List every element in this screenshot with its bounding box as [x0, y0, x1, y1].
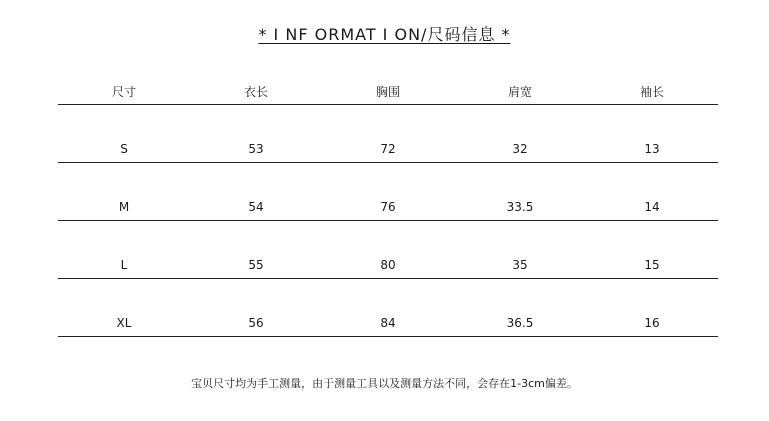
- cell-length: 55: [248, 258, 264, 272]
- cell-size: S: [120, 142, 128, 156]
- header-sleeve: 袖长: [639, 85, 664, 99]
- cell-sleeve: 15: [644, 258, 660, 272]
- cell-chest: 84: [380, 316, 396, 330]
- page-title-text: * I NF ORMAT I ON/尺码信息 *: [258, 25, 511, 44]
- cell-shoulder: 32: [512, 142, 528, 156]
- header-size: 尺寸: [111, 85, 136, 99]
- size-table: [58, 78, 718, 337]
- cell-length: 54: [248, 200, 264, 214]
- cell-chest: 80: [380, 258, 396, 272]
- cell-chest: 76: [380, 200, 396, 214]
- cell-length: 56: [248, 316, 264, 330]
- cell-size: L: [120, 258, 128, 272]
- cell-size: M: [118, 200, 130, 214]
- cell-shoulder: 35: [512, 258, 528, 272]
- cell-shoulder: 33.5: [506, 200, 534, 214]
- cell-chest: 72: [380, 142, 396, 156]
- header-length: 衣长: [243, 85, 268, 99]
- cell-sleeve: 16: [644, 316, 660, 330]
- table-header-row: [58, 78, 718, 105]
- header-shoulder: 肩宽: [507, 85, 532, 99]
- cell-length: 53: [248, 142, 264, 156]
- cell-shoulder: 36.5: [506, 316, 534, 330]
- table-row: [58, 105, 718, 163]
- table-row: [58, 163, 718, 221]
- page-title: [0, 22, 769, 45]
- cell-size: XL: [116, 316, 132, 330]
- measurement-note: 宝贝尺寸均为手工测量，由于测量工具以及测量方法不同，会存在1-3cm偏差。: [191, 377, 578, 390]
- table-row: [58, 279, 718, 337]
- cell-sleeve: 13: [644, 142, 660, 156]
- header-chest: 胸围: [375, 85, 400, 99]
- cell-sleeve: 14: [644, 200, 660, 214]
- table-row: [58, 221, 718, 279]
